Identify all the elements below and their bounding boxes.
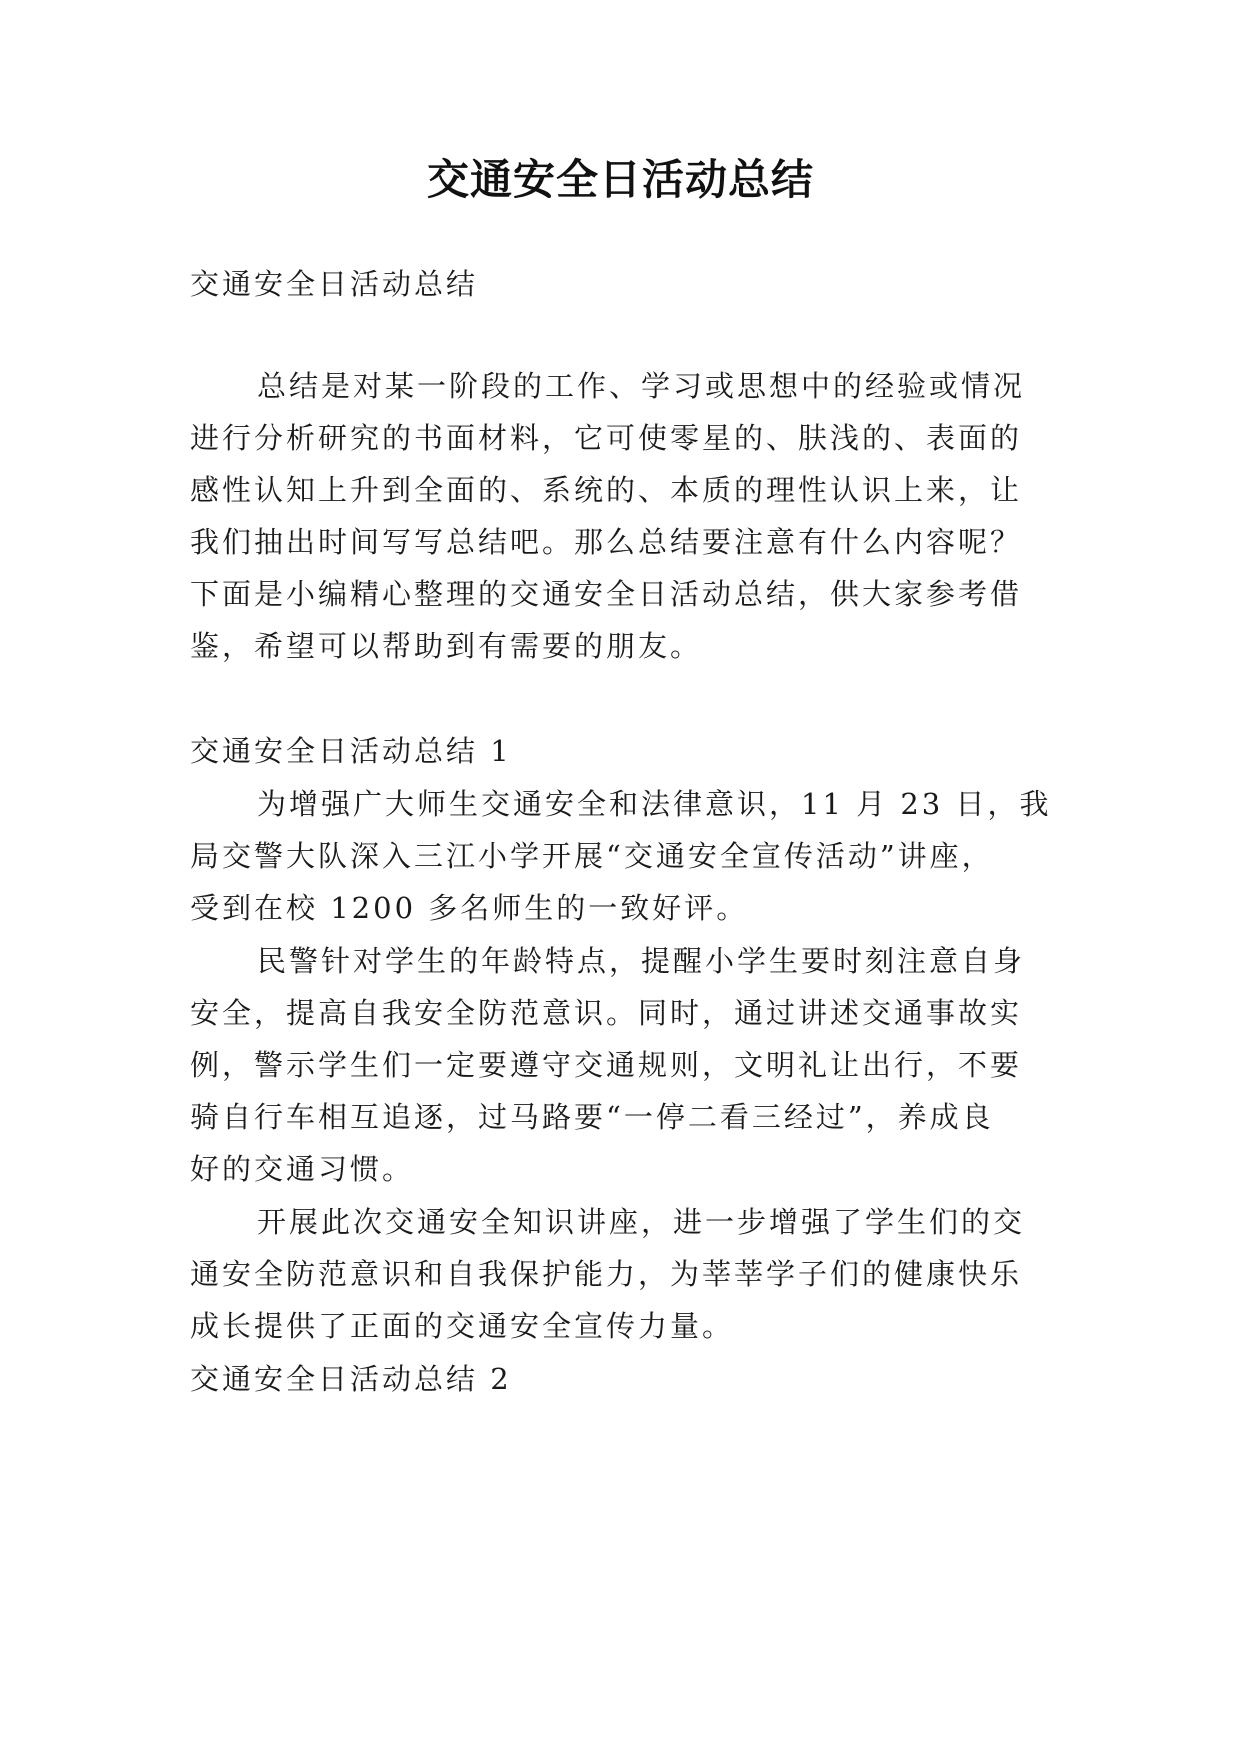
section-1-paragraph-1-line: 局交警大队深入三江小学开展“交通安全宣传活动”讲座， (190, 839, 994, 873)
intro-line: 感性认知上升到全面的、系统的、本质的理性认识上来，让 (190, 473, 1023, 507)
intro-line: 进行分析研究的书面材料，它可使零星的、肤浅的、表面的 (190, 421, 1023, 455)
section-1-heading: 交通安全日活动总结 1 (190, 734, 512, 768)
section-1-paragraph-3-line: 成长提供了正面的交通安全宣传力量。 (190, 1309, 735, 1343)
document-title: 交通安全日活动总结 (426, 155, 814, 204)
intro-line: 鉴，希望可以帮助到有需要的朋友。 (190, 629, 703, 663)
document-subtitle: 交通安全日活动总结 (190, 267, 479, 301)
section-1-paragraph-3-line: 开展此次交通安全知识讲座，进一步增强了学生们的交 (257, 1205, 1026, 1239)
section-1-paragraph-1-line: 受到在校 1200 多名师生的一致好评。 (190, 891, 749, 925)
section-1-paragraph-2-line: 骑自行车相互追逐，过马路要“一停二看三经过”，养成良 (190, 1100, 994, 1134)
section-2-heading: 交通安全日活动总结 2 (190, 1362, 512, 1396)
section-1-paragraph-2-line: 好的交通习惯。 (190, 1152, 415, 1186)
section-1-paragraph-2-line: 民警针对学生的年龄特点，提醒小学生要时刻注意自身 (257, 944, 1026, 978)
intro-line: 总结是对某一阶段的工作、学习或思想中的经验或情况 (257, 369, 1026, 403)
intro-line: 下面是小编精心整理的交通安全日活动总结，供大家参考借 (190, 577, 1023, 611)
section-1-paragraph-2-line: 安全，提高自我安全防范意识。同时，通过讲述交通事故实 (190, 996, 1023, 1030)
section-1-paragraph-1-line: 为增强广大师生交通安全和法律意识，11 月 23 日，我 (257, 787, 1052, 821)
section-1-paragraph-2-line: 例，警示学生们一定要遵守交通规则，文明礼让出行，不要 (190, 1048, 1023, 1082)
intro-line: 我们抽出时间写写总结吧。那么总结要注意有什么内容呢？ (190, 525, 1023, 559)
section-1-paragraph-3-line: 通安全防范意识和自我保护能力，为莘莘学子们的健康快乐 (190, 1257, 1023, 1291)
